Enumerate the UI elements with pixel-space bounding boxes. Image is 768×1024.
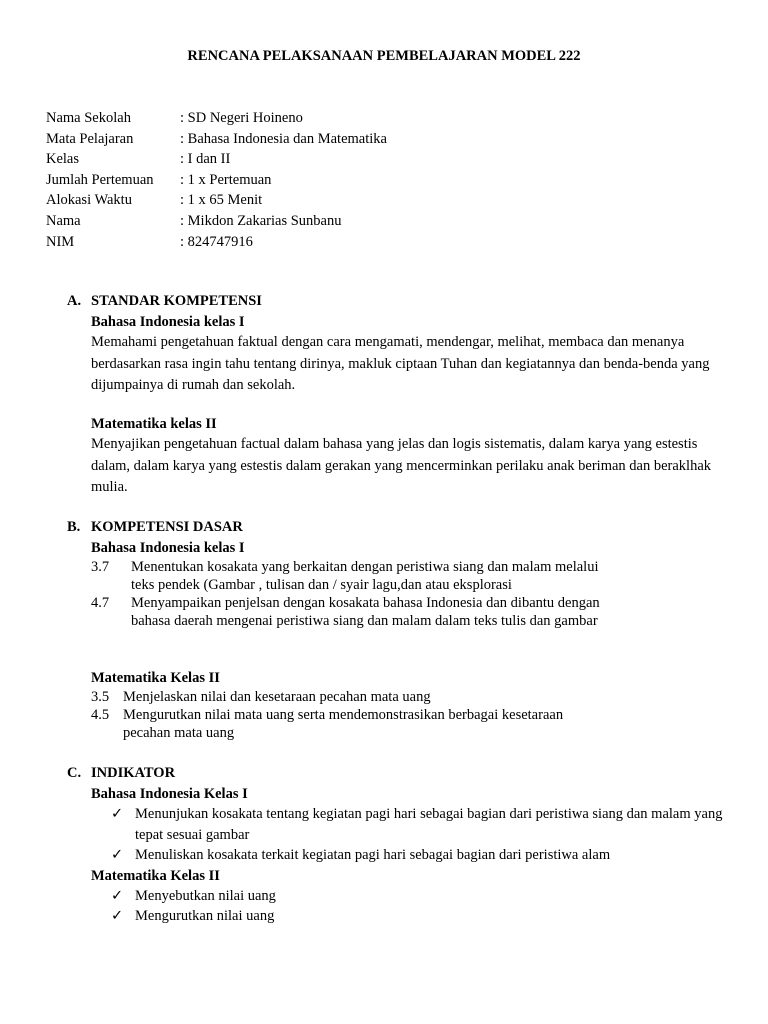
section-c-heading	[67, 763, 175, 783]
paragraph: Memahami pengetahuan faktual dengan cara mengamati, mendengar, melihat, membaca dan menanya berdasarkan rasa ingin tahu tentang dirinya, makluk ciptaan Tuhan dan kegiatannya dan benda-benda yang dijumpainya di rumah dan sekolah.	[91, 334, 710, 393]
subheading: Bahasa Indonesia kelas I	[91, 314, 245, 330]
info-value: : Mikdon Zakarias Sunbanu	[180, 212, 342, 229]
item-text: Mengurutkan nilai mata uang serta mendemonstrasikan berbagai kesetaraan pecahan mata uang	[123, 707, 564, 741]
subheading: Matematika Kelas II	[91, 867, 220, 884]
checkmark-icon: ✓	[111, 847, 124, 863]
info-value: : 824747916	[180, 233, 253, 250]
info-row	[46, 108, 387, 129]
info-label: Mata Pelajaran	[46, 130, 134, 147]
section-c-body	[91, 784, 731, 927]
info-row	[46, 170, 387, 191]
section-letter: B.	[67, 519, 81, 535]
list-item	[91, 906, 731, 927]
info-label: Jumlah Pertemuan	[46, 171, 154, 188]
item-number: 4.5	[91, 707, 110, 723]
subheading: Bahasa Indonesia Kelas I	[91, 786, 248, 802]
item-text: Menuliskan kosakata terkait kegiatan pagi hari sebagai bagian dari peristiwa alam	[135, 847, 611, 863]
section-a-heading	[67, 291, 262, 311]
item-text: Menentukan kosakata yang berkaitan dengan peristiwa siang dan malam melalui teks pendek (Gambar , tulisan dan / syair lagu,dan atau eksplorasi	[131, 559, 599, 593]
subheading: Matematika Kelas II	[91, 670, 220, 686]
section-a-body	[91, 312, 731, 397]
list-item	[91, 594, 621, 630]
info-value: : 1 x 65 Menit	[180, 192, 263, 209]
document-title: RENCANA PELAKSANAAN PEMBELAJARAN MODEL 222	[187, 48, 581, 64]
section-a-body-2	[91, 414, 731, 499]
list-item	[91, 886, 731, 907]
subheading: Bahasa Indonesia kelas I	[91, 540, 245, 556]
subheading: Matematika kelas II	[91, 416, 217, 432]
info-value: : Bahasa Indonesia dan Matematika	[180, 130, 387, 147]
item-number: 3.5	[91, 689, 110, 705]
item-text: Mengurutkan nilai uang	[135, 908, 275, 924]
section-letter: C.	[67, 765, 82, 781]
info-label: Nama	[46, 212, 81, 229]
list-item	[91, 558, 621, 594]
section-b-body	[91, 538, 621, 630]
info-row	[46, 232, 387, 253]
section-letter: A.	[67, 293, 82, 309]
info-row	[46, 211, 387, 232]
item-text: Menyampaikan penjelsan dengan kosakata bahasa Indonesia dan dibantu dengan bahasa daerah mengenai peristiwa siang dan malam dalam teks tulis dan gambar	[131, 595, 600, 629]
section-b-heading	[67, 517, 243, 537]
checkmark-icon: ✓	[111, 806, 124, 822]
section-title: INDIKATOR	[91, 765, 176, 781]
info-label: NIM	[46, 233, 75, 250]
item-number: 3.7	[91, 559, 110, 575]
checkmark-icon: ✓	[111, 887, 124, 904]
list-item	[91, 706, 591, 742]
item-text: Menunjukan kosakata tentang kegiatan pagi hari sebagai bagian dari peristiwa siang dan malam yang tepat sesuai gambar	[135, 806, 723, 843]
item-number: 4.7	[91, 595, 110, 611]
info-value: : 1 x Pertemuan	[180, 171, 272, 188]
item-text: Menyebutkan nilai uang	[135, 887, 276, 904]
list-item	[91, 688, 591, 706]
info-value: : I dan II	[180, 151, 231, 168]
info-row	[46, 129, 387, 150]
checkmark-icon: ✓	[111, 908, 124, 924]
section-title: KOMPETENSI DASAR	[91, 519, 243, 535]
list-item	[91, 845, 731, 866]
info-label: Kelas	[46, 151, 80, 168]
section-title: STANDAR KOMPETENSI	[91, 293, 262, 309]
info-table	[46, 108, 387, 252]
list-item	[91, 804, 731, 845]
paragraph: Menyajikan pengetahuan factual dalam bahasa yang jelas dan logis sistematis, dalam karya yang estestis dalam, dalam karya yang estestis dalam gerakan yang mencerminkan perilaku anak beriman dan beraklhak mulia.	[91, 436, 712, 495]
info-label: Alokasi Waktu	[46, 192, 132, 209]
item-text: Menjelaskan nilai dan kesetaraan pecahan mata uang	[123, 689, 431, 705]
info-row	[46, 190, 387, 211]
info-label: Nama Sekolah	[46, 110, 131, 126]
section-b-body-2	[91, 668, 591, 742]
info-value: : SD Negeri Hoineno	[180, 110, 303, 126]
info-row	[46, 149, 387, 170]
